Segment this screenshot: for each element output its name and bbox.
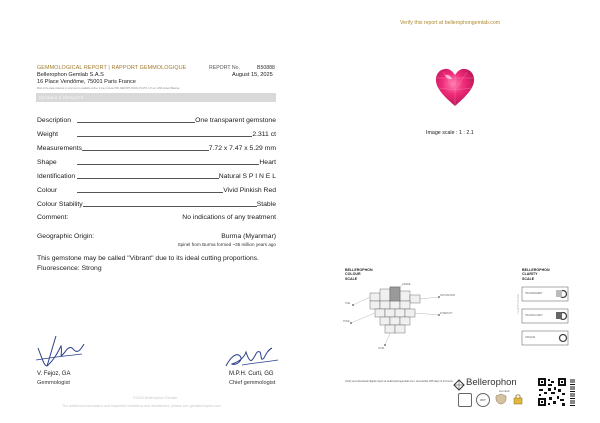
detail-value: No indications of any treatment [182, 214, 276, 221]
clarity-scale-title-line: CLARITY [522, 272, 538, 277]
clarity-row-label: OPAQUE [525, 336, 536, 339]
detail-value: Stable [256, 201, 276, 208]
leader-dots [77, 136, 276, 137]
colour-scale-title-line: SCALE [345, 276, 358, 281]
clarity-row-label: TRANSLUCENT [525, 314, 543, 317]
detail-value: 2.311 ct [252, 131, 276, 138]
detail-label: Comment: [37, 214, 69, 221]
detail-row-description [37, 117, 276, 127]
digital-verify-note: Verify and download digital report at bellerophongemlab.com. Accessible 365 days & 24 hours [345, 380, 453, 383]
qr-code-icon[interactable] [537, 377, 567, 407]
shield-icon [494, 393, 508, 405]
detail-label: Weight [37, 131, 59, 138]
clarity-scale-title-line: SCALE [522, 276, 535, 281]
clarity-vertical-text: CLARITY SCALE [517, 293, 520, 314]
image-scale: Image scale : 1 : 2.1 [426, 130, 474, 136]
origin-value: Burma (Myanmar) [221, 233, 276, 240]
detail-value: Natural S P I N E L [218, 173, 276, 180]
footer-copyright: ©2025 Bellerophon Gemlab [133, 396, 178, 400]
detail-label: Shape [37, 159, 57, 166]
colour-scale-label: GRADE [402, 283, 411, 286]
brand-name: Bellerophon [466, 377, 517, 388]
colour-scale-title-line: COLOUR [345, 272, 361, 277]
colour-scale-label: SATURATION [440, 294, 456, 297]
company-address: 16 Place Vendôme, 75001 Paris France [37, 79, 136, 85]
colour-scale-label: VIVID [378, 347, 385, 350]
fluorescence-comment: Fluorescence: Strong [37, 265, 102, 272]
detail-value: Heart [259, 159, 276, 166]
signatory-2-title: Chief gemmologist [229, 380, 276, 386]
detail-row-measurements [37, 145, 276, 155]
leader-dots [77, 164, 276, 165]
detail-row-colour [37, 187, 276, 197]
signatory-1-title: Gemmologist [37, 380, 70, 386]
detail-label: Colour Stability [37, 201, 83, 208]
brand-sub: Gemlab [499, 389, 510, 393]
details-band [36, 93, 276, 102]
origin-note: Spinel from Burma formed ~35 million years ago [177, 242, 276, 247]
colour-scale-label: HUE [345, 302, 351, 305]
lock-icon [512, 393, 524, 405]
signatory-1-name: V. Fejoz, GA [37, 371, 71, 377]
report-number: B50888 [257, 65, 275, 71]
leader-dots [77, 206, 276, 207]
detail-row-colour-stability [37, 201, 276, 211]
report-number-label: REPORT No. [209, 65, 240, 71]
detail-label: Identification [37, 173, 76, 180]
clarity-scale-title [522, 268, 550, 281]
footer-disclaimer[interactable]: The additional information and important limitations and disclaimers, please see gemlabrecipes.com [62, 404, 221, 408]
verify-link[interactable]: Verify this report at bellerophongemlab.com [400, 20, 501, 26]
company-name: Bellerophon Gemlab S.A.S [37, 72, 104, 78]
barcode-icon [570, 378, 575, 406]
details-band-label: DETAILS & RESULTS [39, 95, 84, 100]
detail-row-shape [37, 159, 276, 169]
rotation-360-icon: 360° [476, 393, 490, 407]
fine-print: Most of the data collected on your item is available online. It may include PDF, REPORT, RUGS, PLOTS, UV etc. LINK protect Bacicas [37, 87, 180, 90]
signature-fejoz [34, 330, 86, 370]
signatory-2-name: M.P.H. Curti, GG [229, 371, 274, 377]
colour-scale-label: TONE [343, 320, 350, 323]
origin-label: Geographic Origin: [37, 233, 95, 240]
certification-icon [458, 393, 472, 407]
detail-label: Measurements [37, 145, 82, 152]
detail-label: Description [37, 117, 71, 124]
clarity-row-label: TRANSPARENT [525, 292, 543, 295]
colour-scale-diagram [345, 285, 455, 353]
detail-value: 7.72 x 7.47 x 5.29 mm [208, 145, 276, 152]
report-date: August 15, 2025 [232, 72, 273, 78]
detail-row-identification [37, 173, 276, 183]
detail-value: Vivid Pinkish Red [223, 187, 276, 194]
report-title: GEMMOLOGICAL REPORT | RAPPORT GEMMOLOGIQUE [37, 65, 187, 71]
gemstone-image [433, 66, 477, 108]
colour-scale-label: INTENSITY [440, 312, 453, 315]
detail-row-weight [37, 131, 276, 141]
detail-label: Colour [37, 187, 58, 194]
brand-logo-icon [452, 378, 466, 392]
colour-scale-title [345, 268, 373, 281]
clarity-scale-title-line: BELLEROPHON [522, 268, 550, 272]
detail-value: One transparent gemstone [195, 117, 276, 124]
cutting-comment: This gemstone may be called "Vibrant" due to its ideal cutting proportions. [37, 255, 259, 262]
colour-scale-title-line: BELLEROPHON [345, 268, 373, 272]
detail-row-comment [37, 214, 276, 224]
signature-curti [222, 344, 280, 370]
